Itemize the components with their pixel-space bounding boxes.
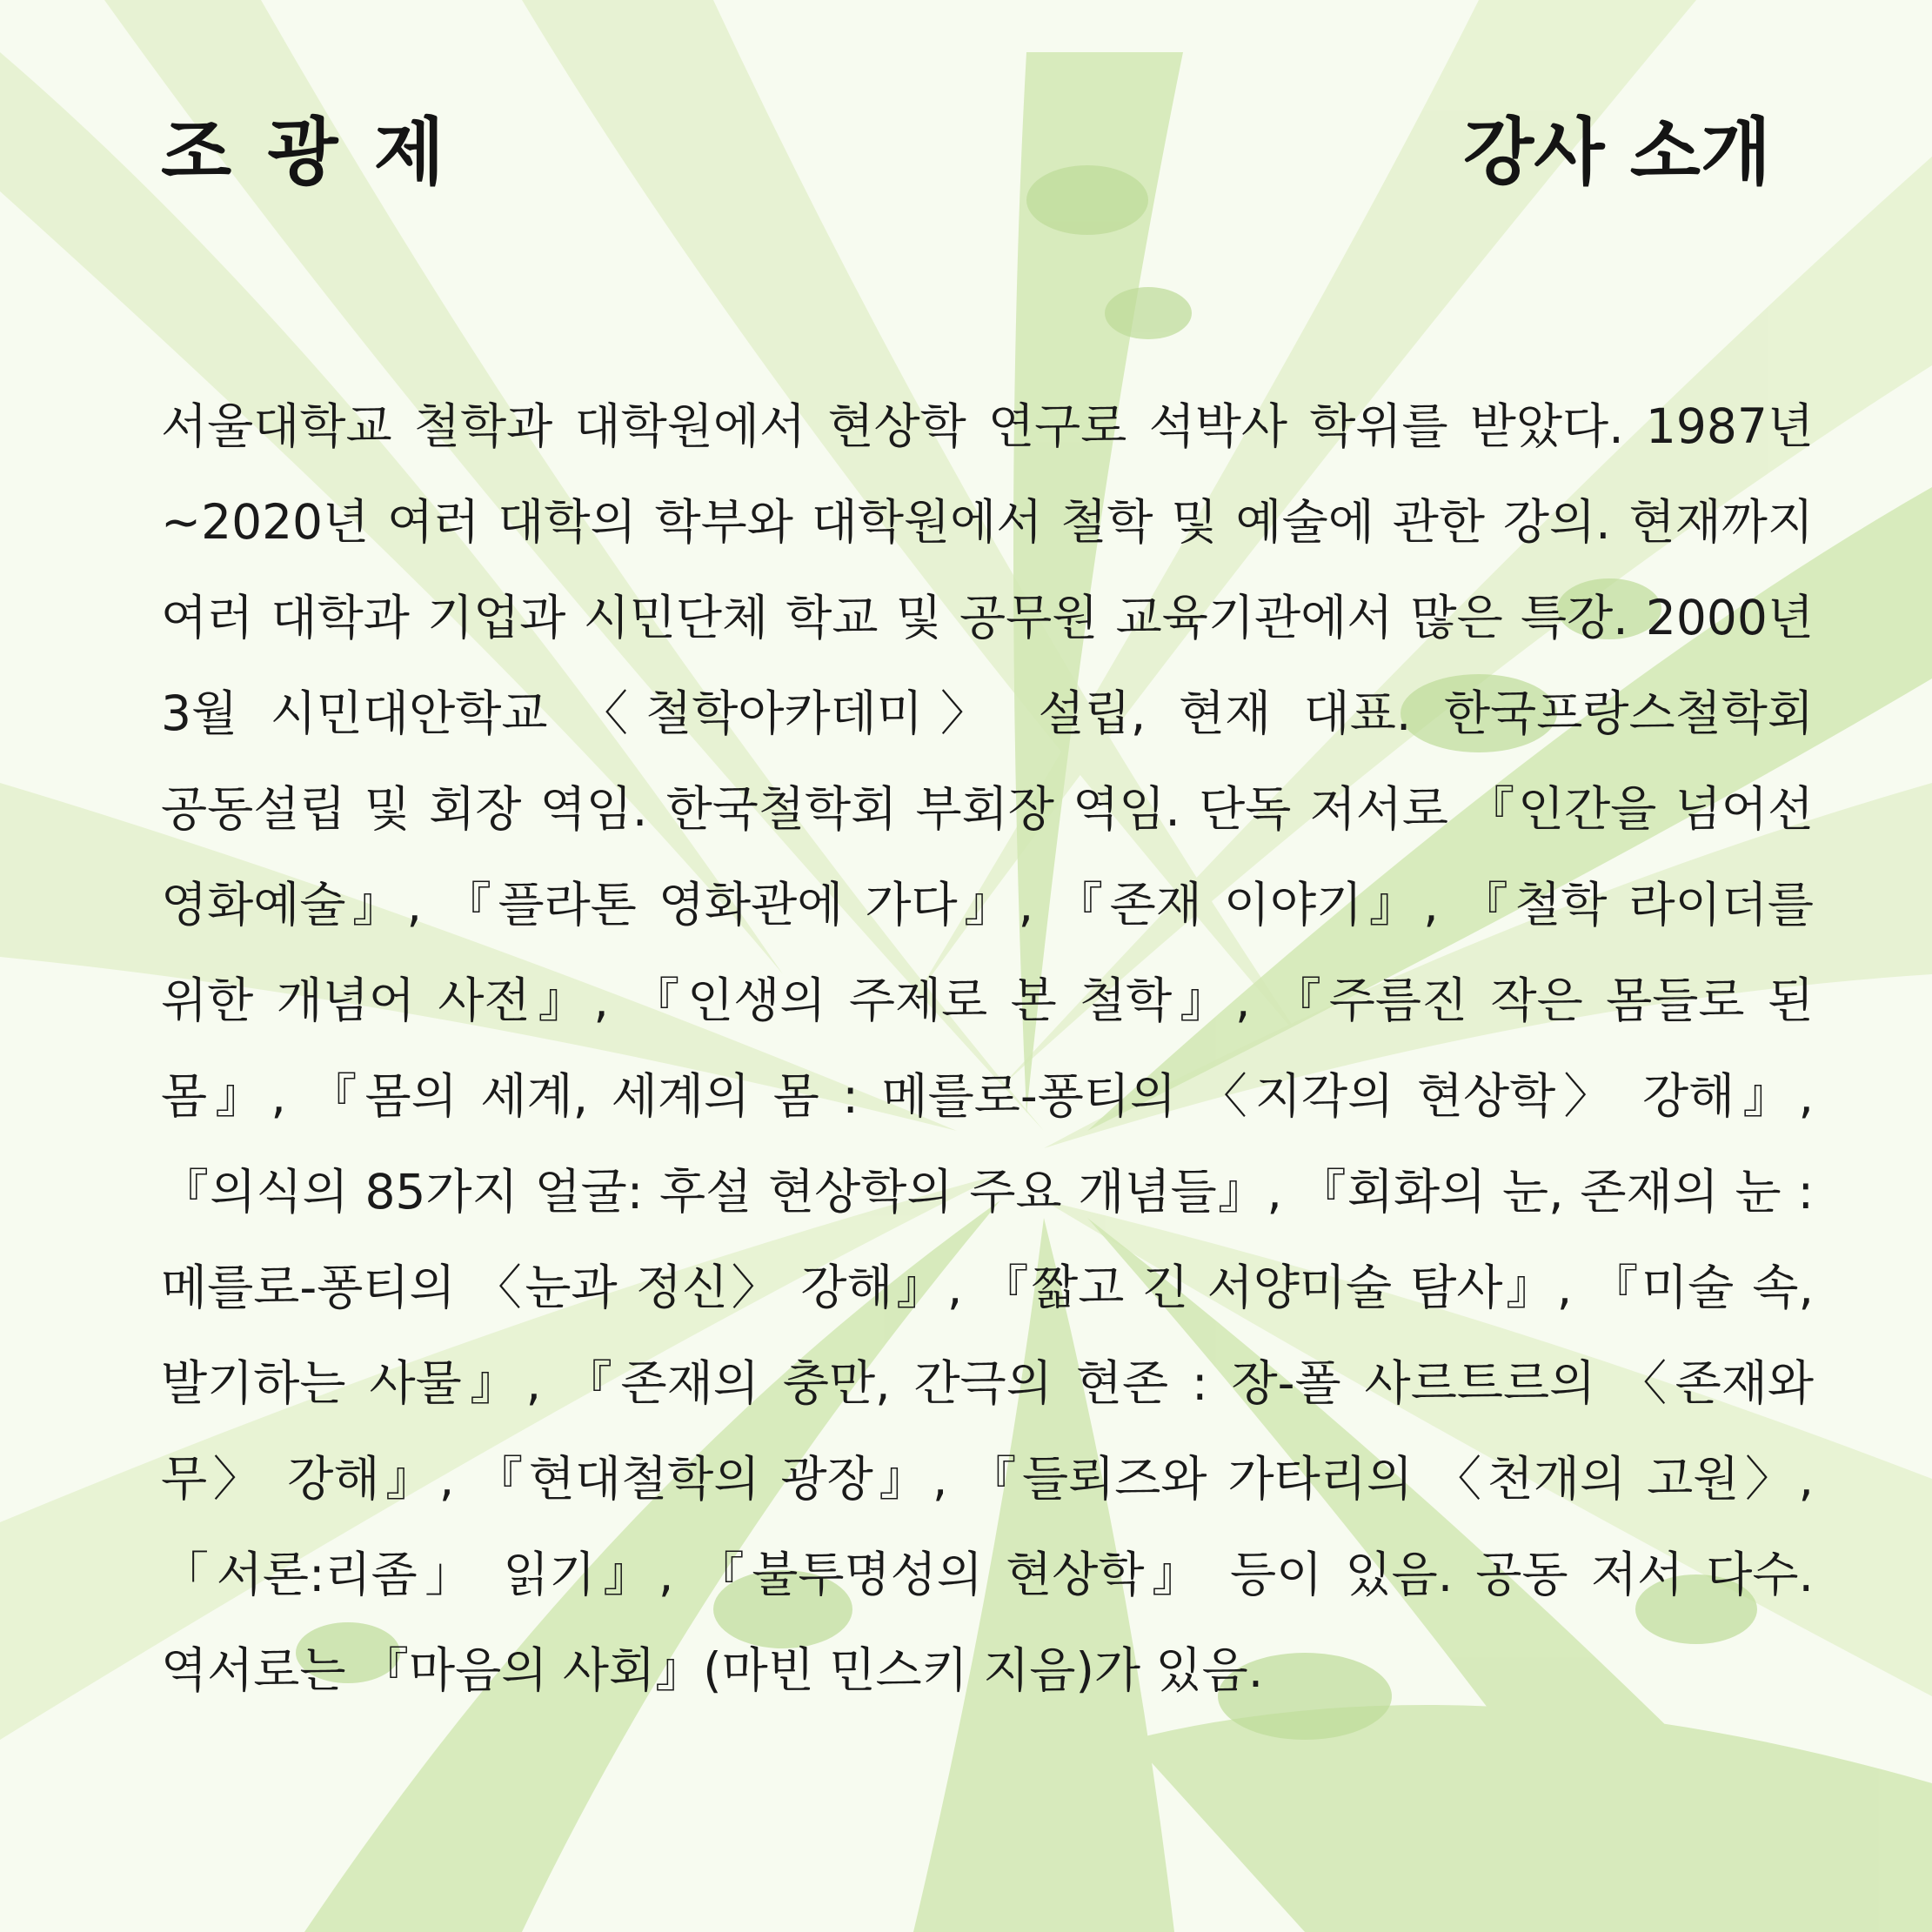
section-title: 강사 소개 (1463, 110, 1771, 195)
leaf-spot (1105, 287, 1192, 339)
instructor-biography: 서울대학교 철학과 대학원에서 현상학 연구로 석박사 학위를 받았다. 1987년~2020년 여러 대학의 학부와 대학원에서 철학 및 예술에 관한 강의. 현재까지 여러 대학과 기업과 시민단체 학교 및 공무원 교육기관에서 많은 특강. 2000년 3월 시민대안학교 〈철학아카데미〉 설립, 현재 대표. 한국프랑스철학회 공동설립 및 회장 역임. 한국철학회 부회장 역임. 단독 저서로 『인간을 넘어선 영화예술』, 『플라톤 영화관에 가다』, 『존재 이야기』, 『철학 라이더를 위한 개념어 사전』, 『인생의 주제로 본 철학』, 『주름진 작은 몸들로 된 몸』, 『몸의 세계, 세계의 몸 : 메를로-퐁티의 〈지각의 현상학〉 강해』, 『의식의 85가지 얼굴: 후설 현상학의 주요 개념들』, 『회화의 눈, 존재의 눈 : 메를로-퐁티의 〈눈과 정신〉 강해』, 『짧고 긴 서양미술 탐사』, 『미술 속, 발기하는 사물』, 『존재의 충만, 간극의 현존 : 장-폴 사르트르의 〈존재와 무〉 강해』, 『현대철학의 광장』, 『들뢰즈와 가타리의 〈천개의 고원〉, 「서론:리좀」 읽기』, 『불투명성의 현상학』 등이 있음. 공동 저서 다수. 역서로는 『마음의 사회』(마빈 민스키 지음)가 있음. (161, 398, 1814, 1698)
leaf-frond (1131, 1705, 1932, 1932)
instructor-name: 조 광 제 (161, 110, 450, 195)
leaf-spot (1026, 165, 1148, 235)
